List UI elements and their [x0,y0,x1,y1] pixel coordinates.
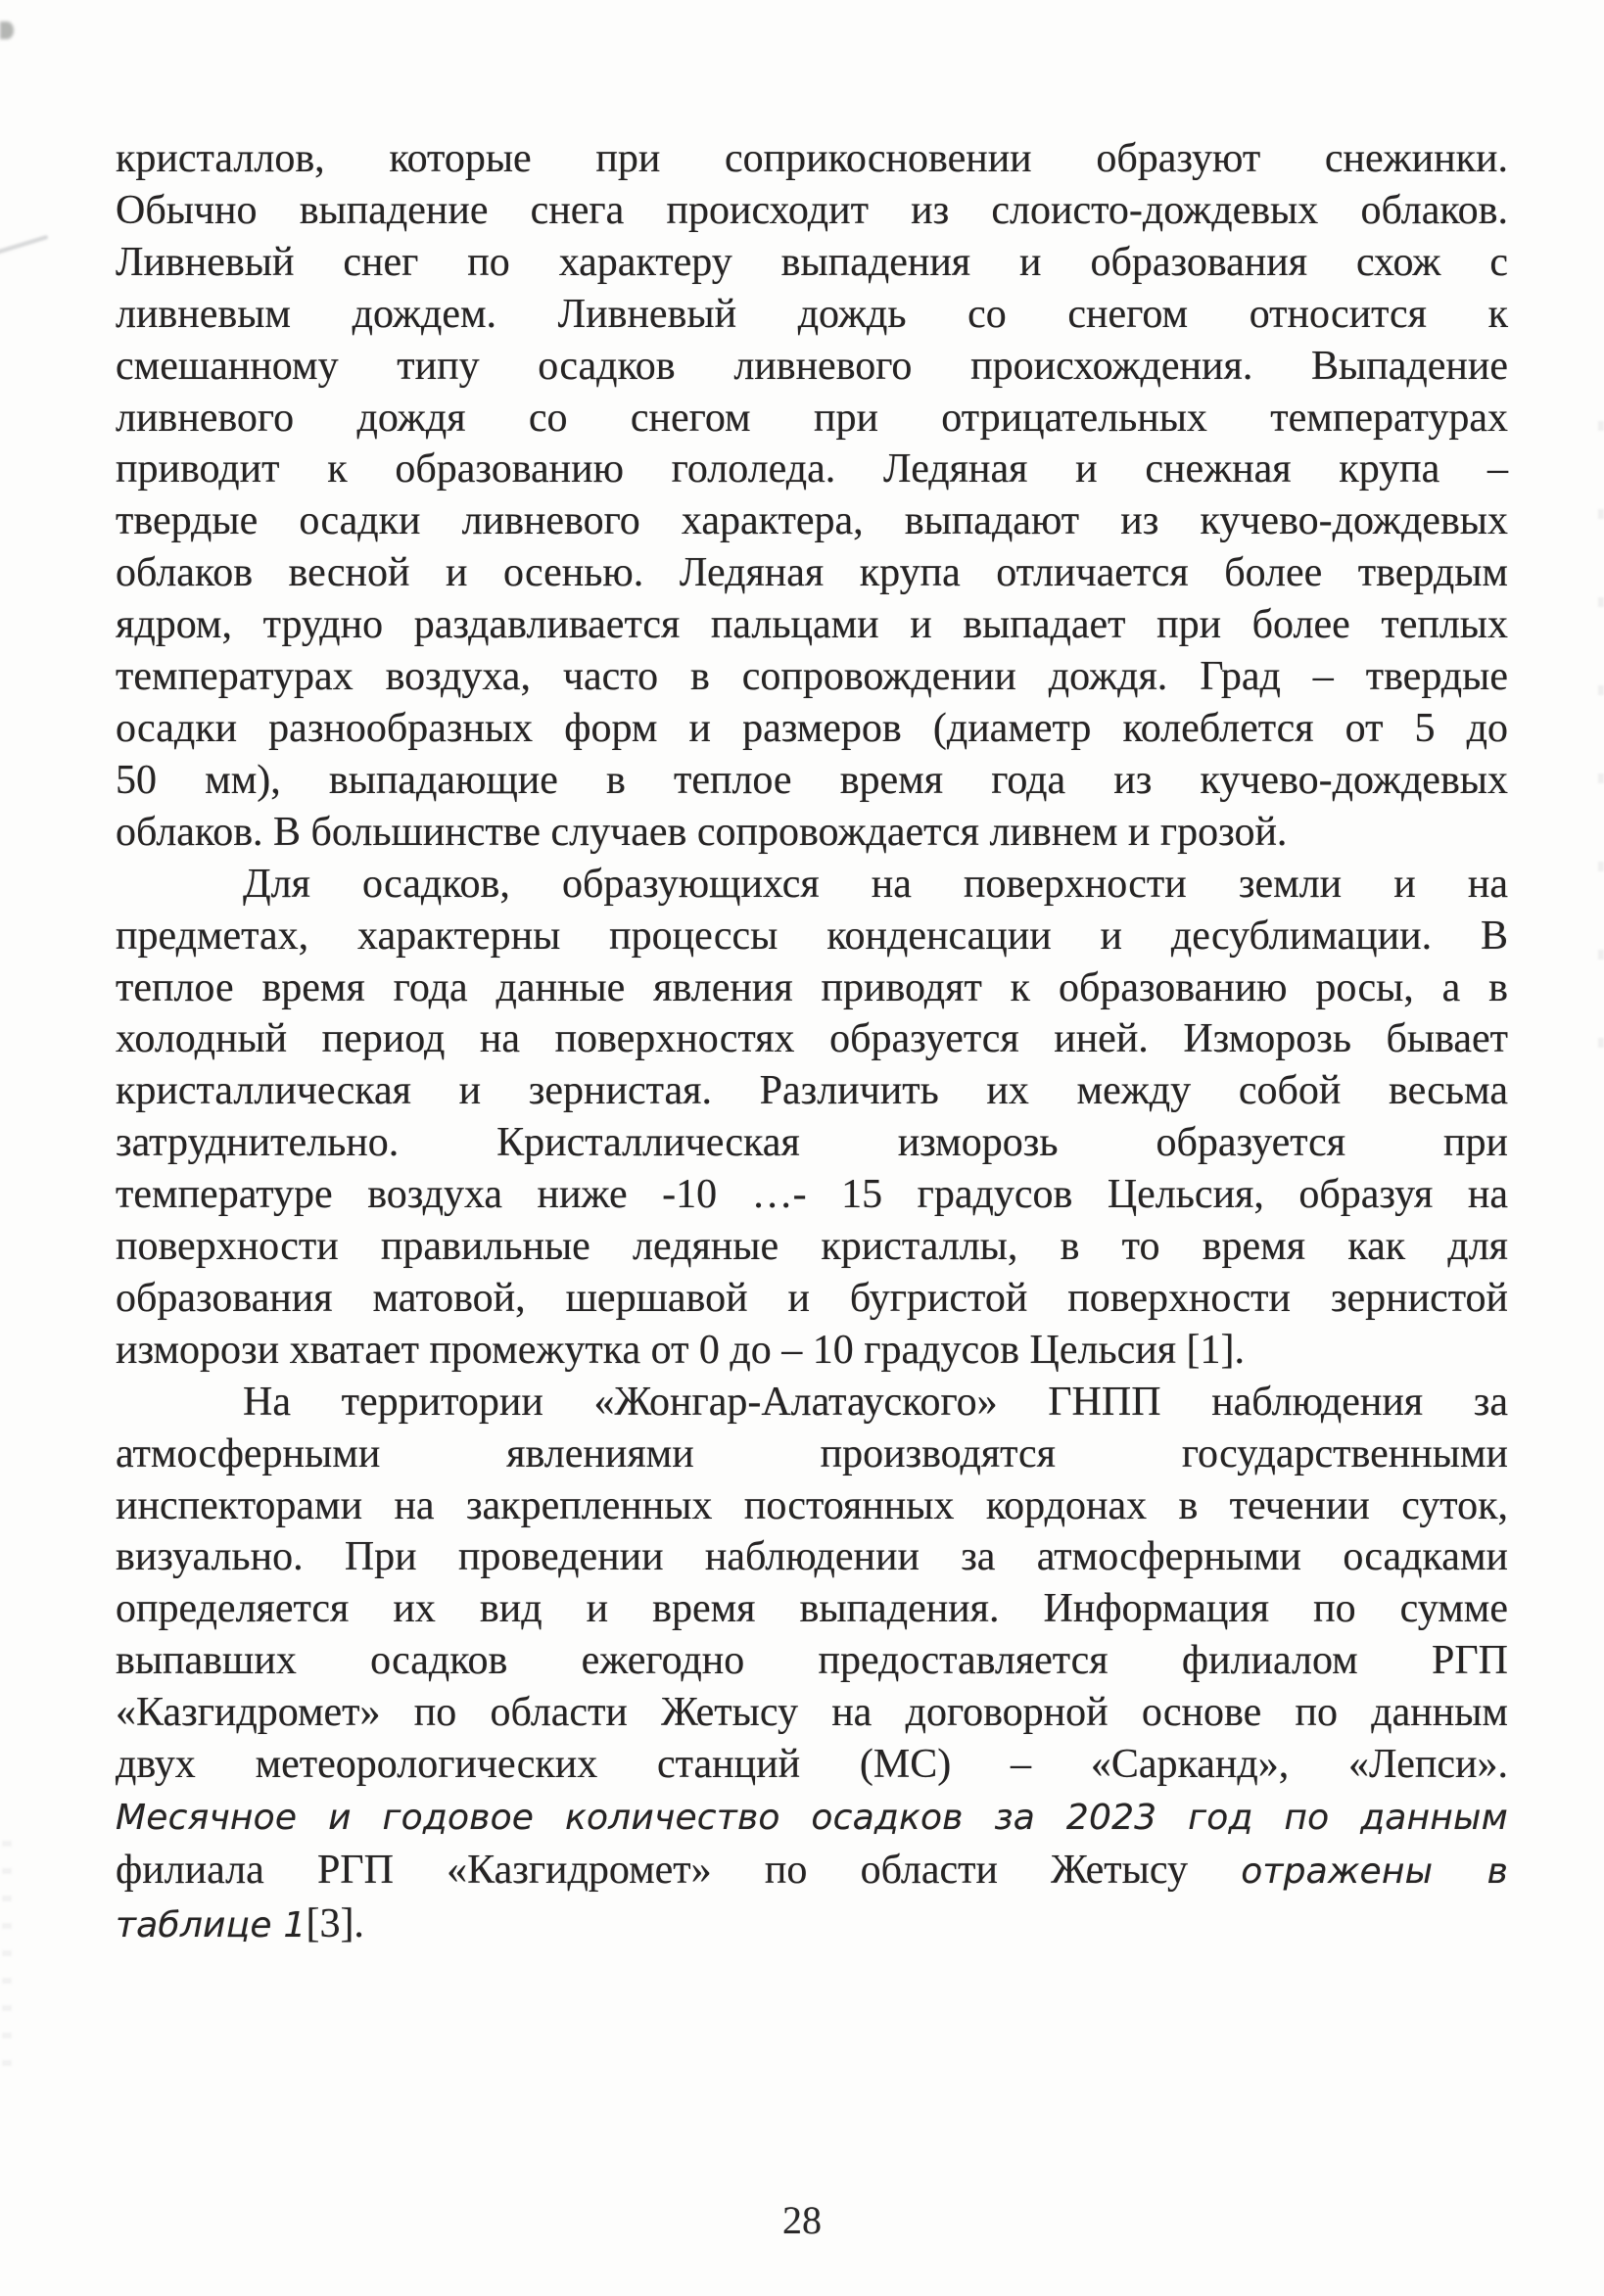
text-segment: холодный период на поверхностях образуется иней. Изморозь бывает [116,1016,1508,1062]
text-line [116,703,1508,755]
text-line [116,1791,1508,1845]
text-segment: филиала РГП «Казгидромет» по области Жетысу [116,1847,1242,1893]
text-segment: инспекторами на закрепленных постоянных кордонах в течении суток, [116,1482,1508,1528]
text-segment: затруднительно. Кристаллическая изморозь образуется при [116,1120,1508,1166]
text-segment: определяется их вид и время выпадения. Информация по сумме [116,1586,1508,1632]
text-segment: температуре воздуха ниже -10 …- 15 градусов Цельсия, образуя на [116,1172,1508,1218]
text-segment: атмосферными явлениями производятся государственными [116,1430,1508,1476]
text-line [116,1845,1508,1898]
scan-artifact [2,1841,12,2066]
scan-artifact [1598,421,1604,1126]
text-line [116,1169,1508,1221]
text-segment: 50 мм), выпадающие в теплое время года из кучево-дождевых [116,757,1508,803]
text-line [116,1377,1508,1429]
text-line [116,1635,1508,1687]
text-line [116,1739,1508,1791]
text-line [116,1013,1508,1065]
text-segment: ливневым дождем. Ливневый дождь со снегом относится к [116,291,1508,337]
text-segment: кристаллов, которые при соприкосновении образуют снежинки. [116,136,1508,181]
italic-segment: Месячное и годовое количество осадков за 2023 год по данным [116,1798,1508,1838]
text-segment: ядром, трудно раздавливается пальцами и выпадает при более теплых [116,602,1508,648]
scan-artifact [0,235,48,255]
text-segment: твердые осадки ливневого характера, выпадают из кучево-дождевых [116,498,1508,544]
text-segment: облаков. В большинстве случаев сопровождается ливнем и грозой. [116,809,1288,855]
text-segment: двух метеорологических станций (МС) – «Сарканд», «Лепси». [116,1742,1508,1788]
text-segment: На территории «Жонгар-Алатауского» ГНПП наблюдения за [243,1379,1508,1425]
text-line [116,859,1508,911]
text-segment: облаков весной и осенью. Ледяная крупа отличается более твердым [116,550,1508,596]
paragraph [116,1377,1508,1952]
text-line [116,289,1508,341]
text-segment: температурах воздуха, часто в сопровождении дождя. Град – твердые [116,654,1508,700]
text-segment: Для осадков, образующихся на поверхности земли и на [243,861,1508,907]
text-line [116,185,1508,237]
body-text [116,133,1508,1952]
text-line [116,807,1508,859]
italic-segment: таблице 1 [116,1904,307,1945]
text-line [116,393,1508,445]
text-segment: смешанному типу осадков ливневого происхождения. Выпадение [116,343,1508,389]
text-line [116,1221,1508,1273]
italic-segment: отражены в [1241,1851,1509,1892]
text-line [116,651,1508,703]
text-line [116,237,1508,289]
text-segment: Обычно выпадение снега происходит из слоисто-дождевых облаков. [116,187,1508,233]
text-segment: образования матовой, шершавой и бугристой поверхности зернистой [116,1275,1508,1321]
text-line [116,1531,1508,1583]
text-line [116,911,1508,962]
text-segment: Ливневый снег по характеру выпадения и образования схож с [116,239,1508,285]
text-line [116,1117,1508,1169]
text-line [116,444,1508,495]
paragraph [116,133,1508,859]
text-segment: теплое время года данные явления приводят к образованию росы, а в [116,964,1508,1010]
page-number: 28 [782,2198,822,2242]
text-segment: [3]. [306,1900,364,1946]
text-line [116,599,1508,651]
text-segment: кристаллическая и зернистая. Различить их между собой весьма [116,1068,1508,1114]
text-line [116,1480,1508,1532]
text-segment: осадки разнообразных форм и размеров (диаметр колеблется от 5 до [116,705,1508,751]
text-line [116,547,1508,599]
text-segment: «Казгидромет» по области Жетысу на договорной основе по данным [116,1690,1508,1736]
text-segment: изморози хватает промежутка от 0 до – 10 градусов Цельсия [1]. [116,1327,1246,1373]
text-line [116,1429,1508,1480]
text-line [116,1583,1508,1635]
text-line [116,1065,1508,1117]
text-segment: приводит к образованию гололеда. Ледяная и снежная крупа – [116,446,1508,492]
text-segment: предметах, характерны процессы конденсации и десублимации. В [116,913,1508,959]
text-segment: выпавших осадков ежегодно предоставляется филиалом РГП [116,1638,1508,1684]
text-segment: ливневого дождя со снегом при отрицательных температурах [116,395,1508,441]
text-line [116,1325,1508,1377]
text-line [116,755,1508,807]
text-line [116,1898,1508,1952]
text-line [116,495,1508,547]
paragraph [116,859,1508,1377]
text-segment: поверхности правильные ледяные кристаллы, в то время как для [116,1224,1508,1270]
text-line [116,1687,1508,1739]
text-line [116,341,1508,393]
scan-artifact [0,22,14,39]
text-segment: визуально. При проведении наблюдении за атмосферными осадками [116,1534,1508,1580]
text-line [116,1273,1508,1325]
text-line [116,962,1508,1014]
text-line [116,133,1508,185]
